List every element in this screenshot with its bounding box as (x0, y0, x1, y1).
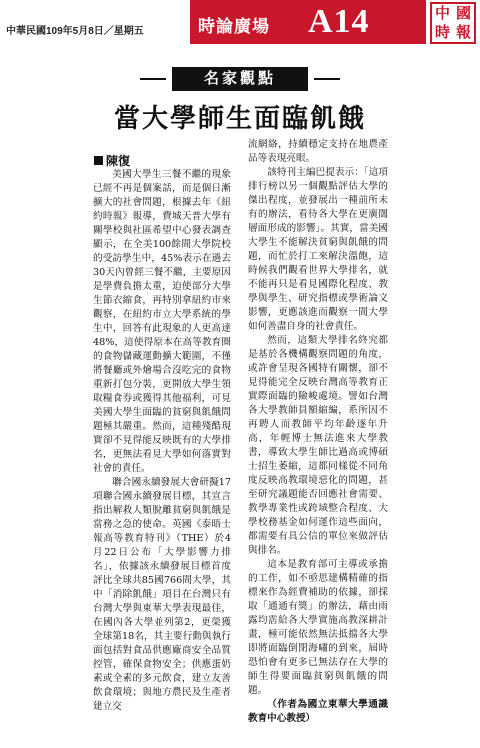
paragraph: 該特刊主編巴提表示：「這項排行榜以另一個觀點評估大學的傑出程度，並發展出一種前所未有的辦法，看待各大學在更廣闊層面形成的影響」。其實，當美國大學生不能解決貧窮與飢餓的問題，而忙於打工來解決溫飽，這時候我們觀看世界大學排名，就不能再只是看見國際化程度、教學與學生、研究指標或學術論文影響，更應該進而觀察一間大學如何善盡自身的社會責任。 (248, 167, 388, 332)
logo-char: 報 (455, 23, 471, 41)
article-headline: 當大學師生面臨飢餓 (113, 104, 366, 134)
logo-char: 中 (434, 4, 450, 22)
masthead (0, 0, 480, 46)
article-column-left (93, 168, 231, 714)
article-author (94, 152, 130, 169)
paragraph: 然而，這類大學排名終究都是基於各機構觀察問題的角度，或許會呈現各國特有關懷，卻不見得能完全反映台灣高等教育正實際面臨的險峻處境。譬如台灣各大學教師員額縮編，系所因不再聘人而教師平均年齡逐年升高，年輕博士無法進來大學教書，導致大學生師比過高或博碩士招生萎縮，這都同樣從不同角度反映高教環境惡化的問題，甚至研究議題能否回應社會需要、教學專業性或跨域整合程度、大學校務基金如何運作這些面向，都需要有具公信的單位來做評估與排名。 (248, 335, 388, 556)
author-name: 陳復 (106, 154, 131, 168)
paragraph: （作者為國立東華大學通識教育中心教授） (248, 699, 388, 724)
paragraph: 這本是教育部可主導或承擔的工作，如不亟思建構精確的指標來作為經費補助的依據，卻採取「通通有獎」的辦法，藉由雨露均霑給各大學實施高教深耕計畫，極可能依然無法抵擋各大學即將面臨倒閉海嘯的到來，屆時恐怕會有更多已無法存在大學的師生得要面臨貧窮與飢餓的問題。 (248, 559, 388, 696)
logo-char: 國 (455, 4, 471, 22)
issue-date: 中華民國109年5月8日／星期五 (6, 26, 144, 37)
section-name: 時論廣場 (198, 17, 270, 36)
newspaper-logo (430, 2, 476, 44)
page-number: A14 (308, 3, 370, 40)
column-label: 名家觀點 (172, 67, 308, 91)
paragraph: 聯合國永續發展大會研擬17項聯合國永續發展目標，其宣言指出解救人類脫離貧窮與飢餓是當務之急的使命。英國《泰晤士報高等教育特刊》（THE）於4月22日公布「大學影響力排名」，依據該永續發展目標首度評比全球共85國766間大學，其中「消除飢餓」項目在台灣只有台灣大學與東華大學表現最佳，在國內各大學並列第2，更榮獲全球第18名，其主要行動與執行面包括對食品供應廠商安全品質控管，確保食物安全；供應蛋奶素或全素的多元飲食，建立友善飲食環境；與地方農民及生產者建立交 (93, 477, 231, 712)
paragraph: 美國大學生三餐不繼的現象已經不再是個案話，而是個日漸擴大的社會問題，根據去年《紐約時報》報導，費城天普大學有關學校與社區希望中心發表調查顯示，在全美100餘間大學院校的受訪學生中，45%表示在過去30天內曾經三餐不繼，主要原因是學費負擔太重，迫使部分大學生節衣縮食，再特別拿紐約市來觀察，在紐約市立大學系統的學生中，回答有此現象的人更高達48%，這使得原本在高等教育圈的食物儲藏運動擴大範圍，不僅將餐廳或外燴場合沒吃完的食物重新打包分裝，更開放大學生領取糧食券或獲得其他福利，可見美國大學生面臨的貧窮與飢餓問題極其嚴重。然而，這種殘酷現實卻不見得能反映既有的大學排名，更無法看見大學如何落實對社會的責任。 (93, 169, 231, 474)
paragraph: 流網絡，持續穩定支持在地農產品等表現亮眼。 (248, 139, 388, 164)
logo-char: 時 (434, 23, 450, 41)
article-column-right (248, 138, 388, 726)
section-banner (190, 0, 426, 44)
bullet-square-icon (94, 156, 103, 165)
